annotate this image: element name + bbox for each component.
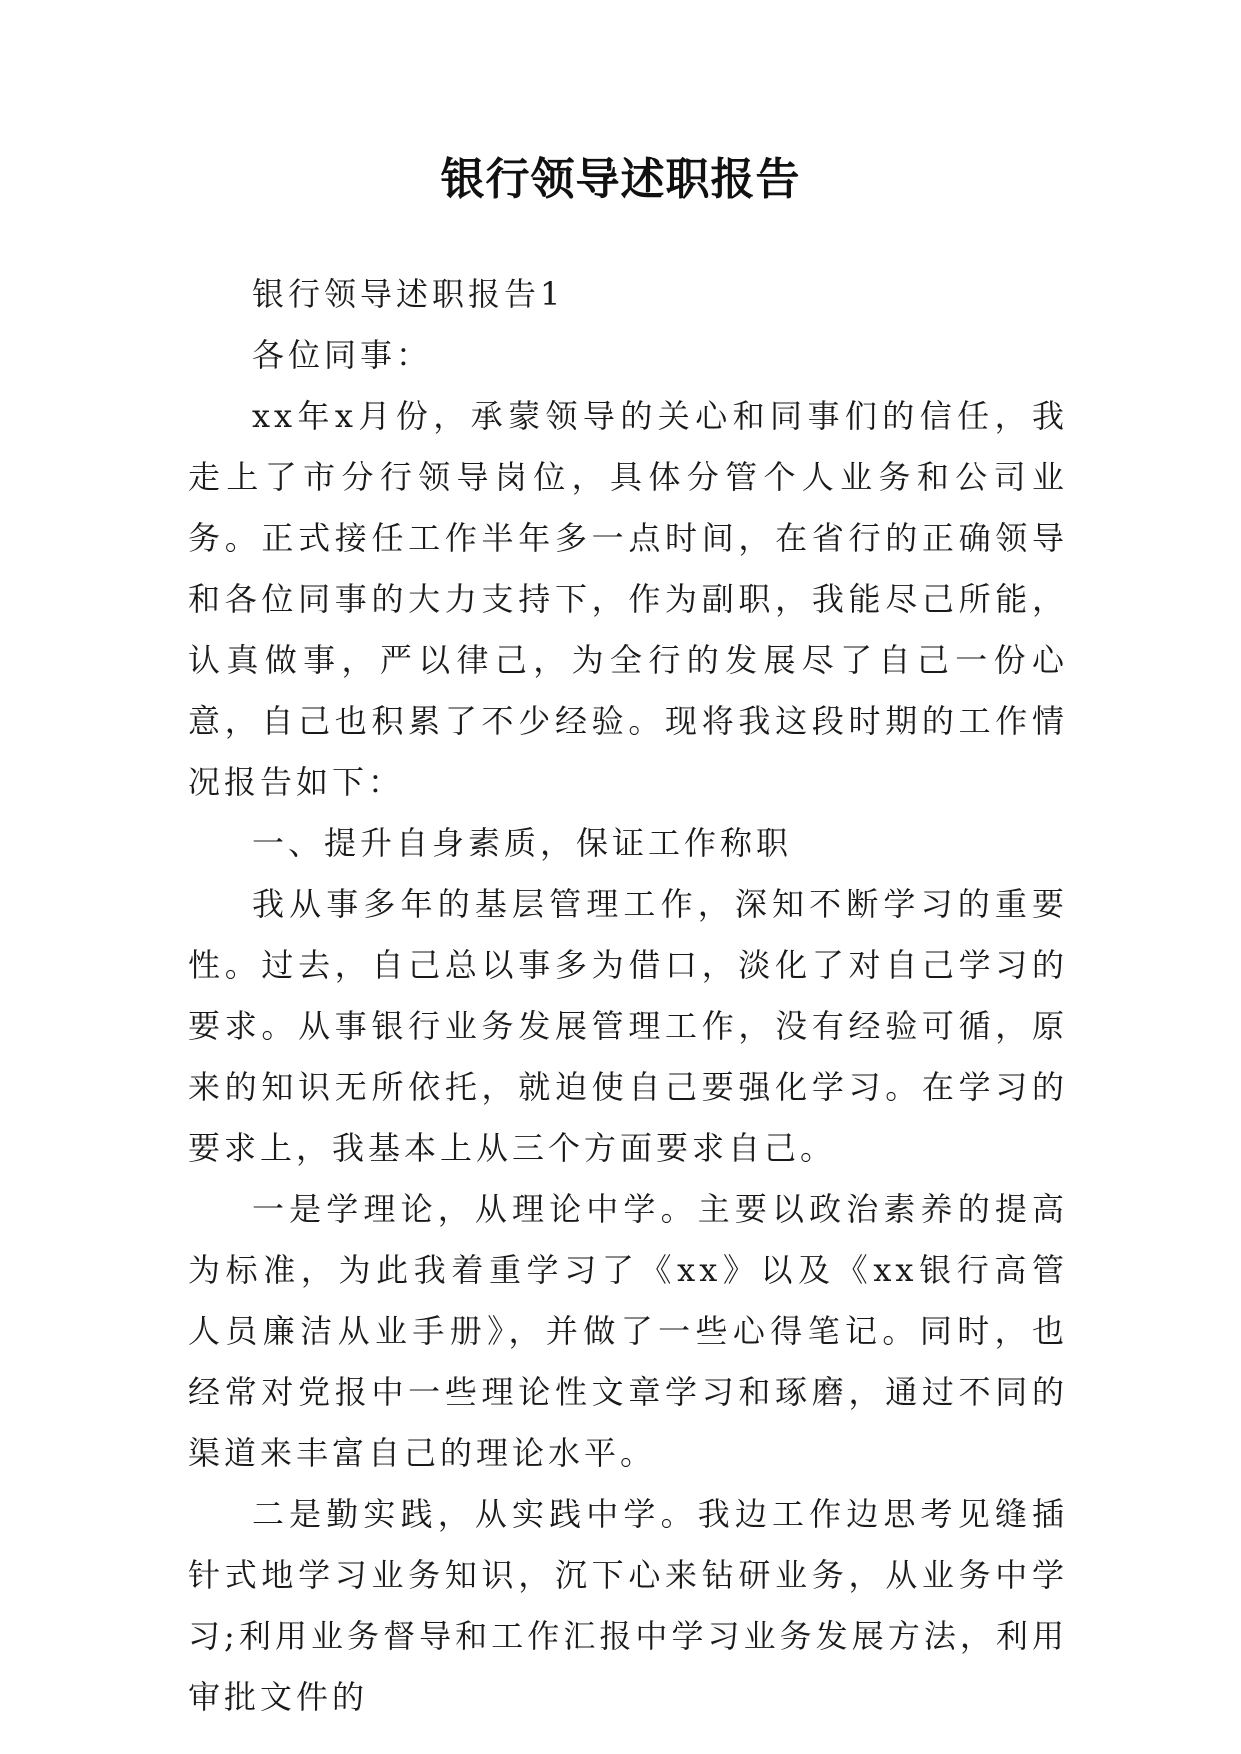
paragraph-learning: 我从事多年的基层管理工作，深知不断学习的重要性。过去，自己总以事多为借口，淡化了对自己学习的要求。从事银行业务发展管理工作，没有经验可循，原来的知识无所依托，就迫使自己要强化学习。在学习的要求上，我基本上从三个方面要求自己。 (188, 885, 1068, 1167)
document-body (188, 264, 1068, 1728)
salutation: 各位同事： (252, 336, 433, 374)
section-heading-report-1: 银行领导述职报告1 (252, 275, 565, 313)
paragraph-practice: 二是勤实践，从实践中学。我边工作边思考见缝插针式地学习业务知识，沉下心来钻研业务，从业务中学习;利用业务督导和工作汇报中学习业务发展方法，利用审批文件的 (188, 1495, 1068, 1716)
document-title: 银行领导述职报告 (440, 154, 801, 205)
paragraph-theory: 一是学理论，从理论中学。主要以政治素养的提高为标准，为此我着重学习了《xx》以及《xx银行高管人员廉洁从业手册》，并做了一些心得笔记。同时，也经常对党报中一些理论性文章学习和琢磨，通过不同的渠道来丰富自己的理论水平。 (188, 1190, 1068, 1472)
paragraph-intro: xx年x月份，承蒙领导的关心和同事们的信任，我走上了市分行领导岗位，具体分管个人业务和公司业务。正式接任工作半年多一点时间，在省行的正确领导和各位同事的大力支持下，作为副职，我能尽己所能，认真做事，严以律己，为全行的发展尽了自己一份心意，自己也积累了不少经验。现将我这段时期的工作情况报告如下： (188, 397, 1068, 801)
section-heading-1: 一、提升自身素质，保证工作称职 (252, 824, 793, 862)
